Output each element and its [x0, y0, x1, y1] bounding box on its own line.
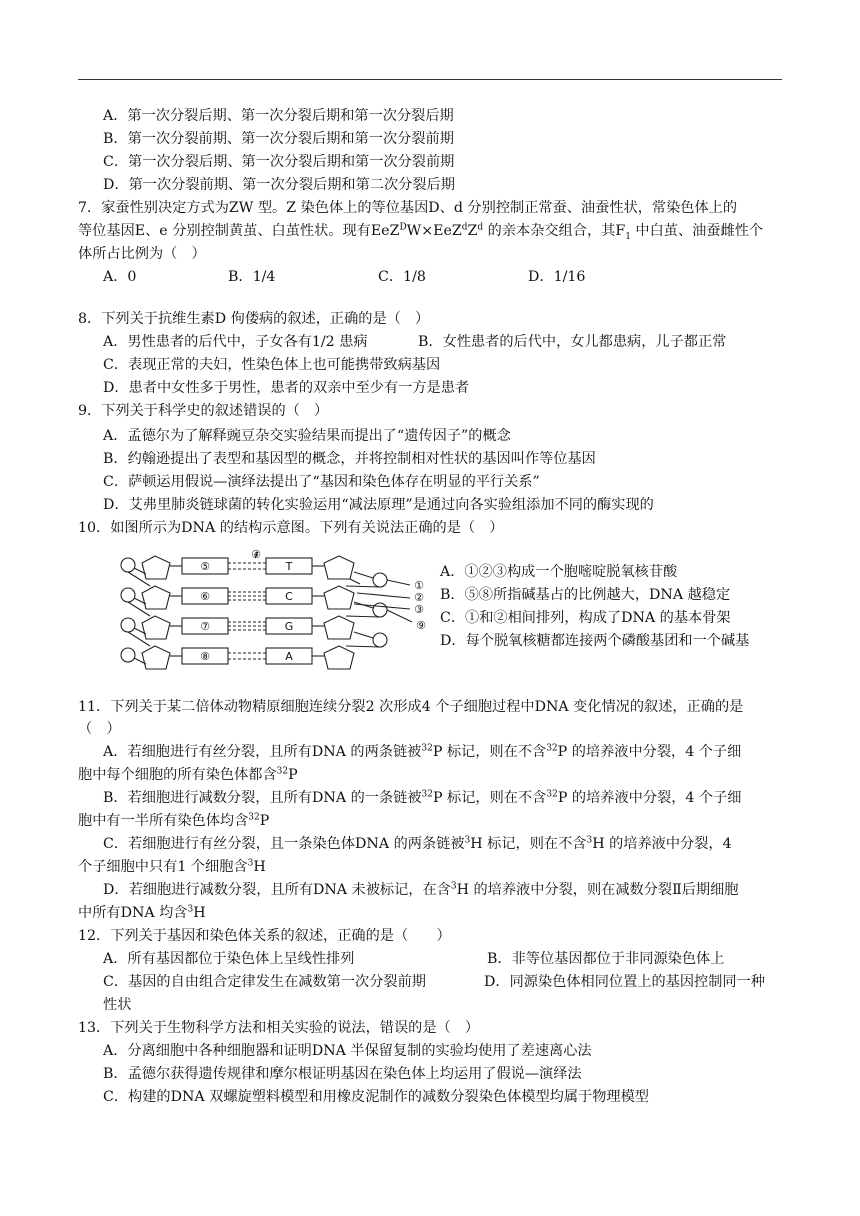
- marker-2: ②: [414, 591, 424, 604]
- q12-option-c: C．基因的自由组合定律发生在减数第一次分裂前期: [103, 974, 426, 990]
- q13-option-b: B．孟德尔获得遗传规律和摩尔根证明基因在染色体上均运用了假说—演绎法: [103, 1066, 582, 1082]
- q13-option-c: C．构建的DNA 双螺旋塑料模型和用橡皮泥制作的减数分裂染色体模型均属于物理模型: [103, 1089, 649, 1105]
- q11-option-b-line2: 胞中有一半所有染色体均含$^{32}$P: [78, 812, 270, 829]
- q7-stem-line2: 等位基因E、e 分别控制黄茧、白茧性状。现有$EeZ^DW\times EeZ^dZ^d$ 的亲本杂交组合，其$F_1$ 中白茧、油蚕雌性个: [78, 222, 764, 242]
- base-label-c: C: [285, 590, 293, 603]
- marker-4: ④: [251, 548, 261, 561]
- q13-option-a: A．分离细胞中各种细胞器和证明DNA 半保留复制的实验均使用了差速离心法: [103, 1043, 592, 1059]
- base-label-8: ⑧: [200, 650, 210, 663]
- q10-option-c: C．①和②相间排列，构成了DNA 的基本骨架: [440, 610, 731, 626]
- q7-option-d: D．1/16: [528, 269, 586, 285]
- base-label-g: G: [284, 620, 294, 633]
- q6-option-a: A．第一次分裂后期、第一次分裂后期和第一次分裂后期: [103, 108, 454, 124]
- base-label-t: T: [285, 560, 293, 573]
- left-strand: [121, 556, 182, 669]
- q11-option-c-line2: 个子细胞中只有1 个细胞含$^3$H: [78, 858, 266, 875]
- q12-option-d-line1: D．同源染色体相同位置上的基因控制同一种: [484, 974, 765, 990]
- q11-stem-line2: （ ）: [78, 721, 121, 737]
- q9-option-d: D．艾弗里肺炎链球菌的转化实验运用“减法原理”是通过向各实验组添加不同的酶实现的: [103, 497, 654, 513]
- q8-option-a: A．男性患者的后代中，子女各有1/2 患病: [103, 334, 368, 350]
- q7-option-a: A．0: [103, 269, 137, 285]
- q10-option-a: A．①②③构成一个胞嘧啶脱氧核苷酸: [440, 564, 678, 580]
- q10-option-d: D．每个脱氧核糖都连接两个磷酸基团和一个碱基: [440, 633, 750, 649]
- q8-stem: 8．下列关于抗维生素D 佝偻病的叙述，正确的是（ ）: [78, 311, 430, 327]
- q8-option-b: B．女性患者的后代中，女儿都患病，儿子都正常: [418, 334, 727, 350]
- q9-option-b: B．约翰逊提出了表型和基因型的概念，并将控制相对性状的基因叫作等位基因: [103, 451, 596, 467]
- marker-3: ③: [414, 603, 424, 616]
- base-label-a: A: [285, 650, 293, 663]
- q6-option-d: D．第一次分裂前期、第一次分裂后期和第二次分裂后期: [103, 177, 455, 193]
- q11-stem-line1: 11．下列关于某二倍体动物精原细胞连续分裂2 次形成4 个子细胞过程中DNA 变化情况的叙述，正确的是: [78, 699, 744, 715]
- marker-1: ①: [414, 579, 424, 592]
- q7-option-b: B．1/4: [228, 269, 276, 285]
- right-strand: [312, 556, 387, 669]
- q6-option-b: B．第一次分裂前期、第一次分裂后期和第一次分裂前期: [103, 131, 454, 147]
- q11-option-d-line1: D．若细胞进行减数分裂，且所有DNA 未被标记，在含$^3$H 的培养液中分裂，则在减数分裂Ⅱ后期细胞: [103, 881, 739, 898]
- q12-option-a: A．所有基因都位于染色体上呈线性排列: [103, 951, 355, 967]
- q13-stem: 13．下列关于生物科学方法和相关实验的说法，错误的是（ ）: [78, 1020, 480, 1036]
- base-label-5: ⑤: [200, 560, 210, 573]
- q11-option-c-line1: C．若细胞进行有丝分裂，且一条染色体DNA 的两条链被$^3$H 标记，则在不含$^3$H 的培养液中分裂，4: [103, 835, 732, 852]
- q10-option-b: B．⑤⑧所指碱基占的比例越大，DNA 越稳定: [440, 587, 731, 603]
- q8-option-c: C．表现正常的夫妇，性染色体上也可能携带致病基因: [103, 357, 441, 373]
- q9-option-c: C．萨顿运用假说—演绎法提出了“基因和染色体存在明显的平行关系”: [103, 474, 540, 490]
- q7-option-c: C．1/8: [378, 269, 426, 285]
- q12-stem: 12．下列关于基因和染色体关系的叙述，正确的是（ ）: [78, 928, 451, 944]
- q12-option-b: B．非等位基因都位于非同源染色体上: [487, 951, 725, 967]
- dna-structure-diagram: [110, 548, 435, 678]
- marker-9: ⑨: [416, 619, 426, 632]
- q9-stem: 9．下列关于科学史的叙述错误的（ ）: [78, 403, 329, 419]
- q11-option-b-line1: B．若细胞进行减数分裂，且所有DNA 的一条链被$^{32}$P 标记，则在不含$^{32}$P 的培养液中分裂，4 个子细: [103, 789, 742, 806]
- header-rule: [78, 79, 782, 80]
- q6-option-c: C．第一次分裂后期、第一次分裂后期和第一次分裂前期: [103, 154, 455, 170]
- q11-option-d-line2: 中所有DNA 均含$^3$H: [78, 904, 206, 921]
- q9-option-a: A．孟德尔为了解释豌豆杂交实验结果而提出了“遗传因子”的概念: [103, 428, 511, 444]
- q11-option-a-line2: 胞中每个细胞的所有染色体都含$^{32}$P: [78, 766, 298, 783]
- q7-stem-line3: 体所占比例为（ ）: [78, 246, 206, 262]
- q10-stem: 10．如图所示为DNA 的结构示意图。下列有关说法正确的是（ ）: [78, 520, 504, 536]
- q11-option-a-line1: A．若细胞进行有丝分裂，且所有DNA 的两条链被$^{32}$P 标记，则在不含$^{32}$P 的培养液中分裂，4 个子细: [103, 743, 742, 760]
- q7-stem-line1: 7．家蚕性别决定方式为ZW 型。Z 染色体上的等位基因D、d 分别控制正常蚕、油蚕性状，常染色体上的: [78, 200, 738, 216]
- q12-option-d-line2: 性状: [103, 997, 132, 1013]
- q8-option-d: D．患者中女性多于男性，患者的双亲中至少有一方是患者: [103, 380, 470, 396]
- base-label-6: ⑥: [200, 590, 210, 603]
- base-label-7: ⑦: [200, 620, 210, 633]
